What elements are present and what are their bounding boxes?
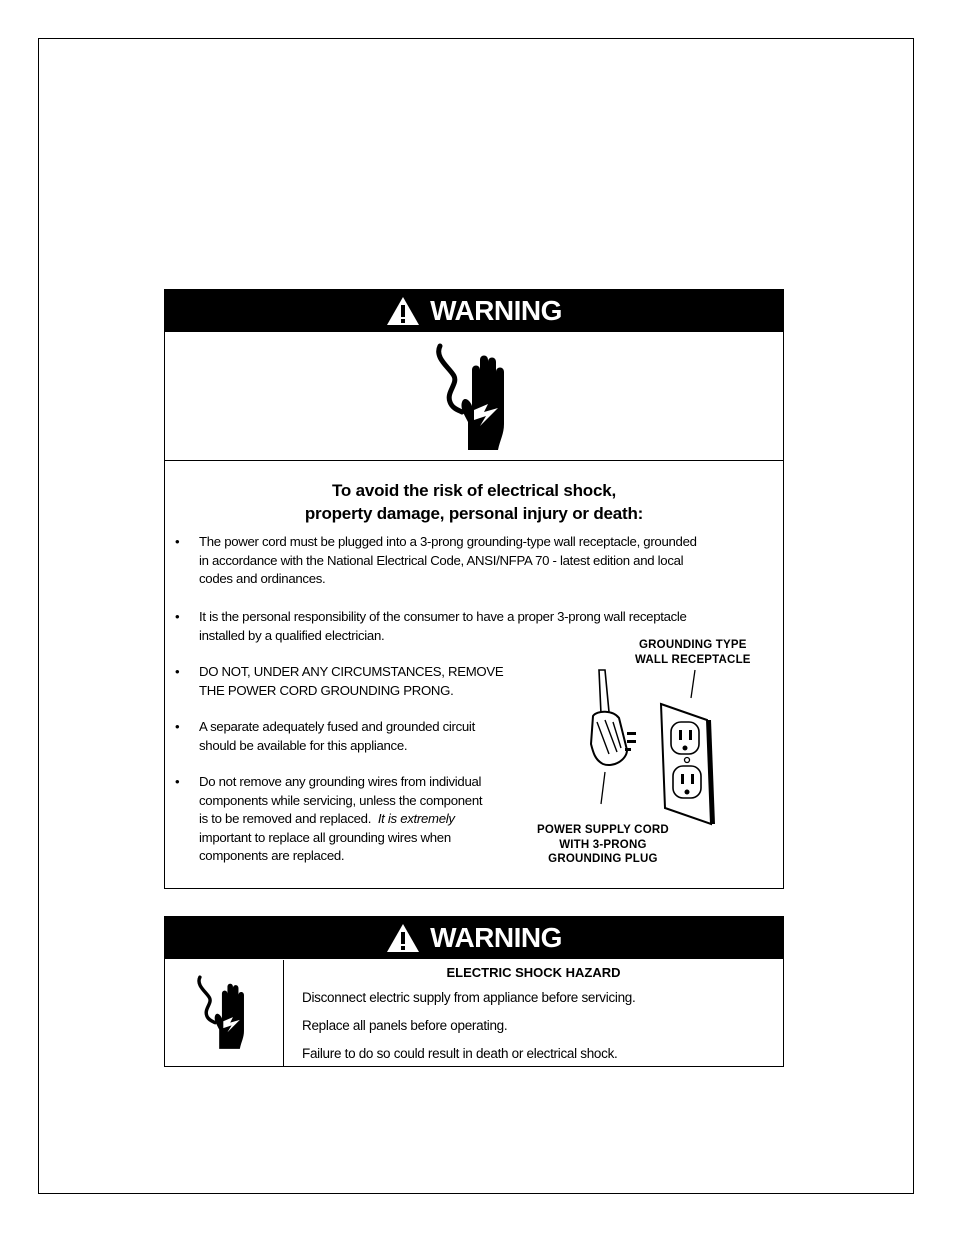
electric-shock-hand-icon	[430, 342, 520, 454]
warning-header	[165, 917, 783, 959]
label-line: POWER SUPPLY CORD	[537, 824, 669, 836]
warning-title: WARNING	[430, 295, 562, 326]
receptacle-label	[635, 638, 751, 667]
headline-line-1: To avoid the risk of electrical shock,	[331, 481, 616, 500]
hazard-row	[165, 960, 783, 1066]
label-line: WITH 3-PRONG	[559, 838, 647, 851]
bullet-dot: •	[175, 719, 180, 734]
label-line: WALL RECEPTACLE	[635, 653, 751, 666]
headline-line-2: property damage, personal injury or death:	[304, 504, 644, 523]
bullet-line: Do not remove any grounding wires from individual	[199, 774, 482, 789]
warning-title: WARNING	[430, 922, 562, 953]
hazard-line-failure: Failure to do so could result in death or electrical shock.	[302, 1046, 618, 1061]
bullet-text: is to be removed and replaced.	[199, 811, 372, 826]
bullet-line: important to replace all grounding wires when	[199, 829, 451, 845]
bullet-line: codes and ordinances.	[199, 571, 326, 586]
bullet-line: THE POWER CORD GROUNDING PRONG.	[199, 682, 454, 698]
bullet-power-cord	[175, 533, 697, 589]
bullet-line: components are replaced.	[199, 848, 345, 863]
shock-icon-row	[165, 332, 783, 461]
hazard-icon-cell	[165, 960, 284, 1066]
warning-triangle-icon	[386, 923, 420, 953]
electric-shock-hand-icon	[193, 970, 255, 1056]
hazard-text-cell	[284, 960, 783, 1066]
bullet-dot: •	[175, 664, 180, 679]
warning-box-grounding	[164, 289, 784, 889]
bullet-line	[199, 810, 482, 829]
bullet-line: components while servicing, unless the component	[199, 792, 483, 808]
warning-header	[165, 290, 783, 332]
bullet-line: installed by a qualified electrician.	[199, 627, 385, 643]
bullet-line: The power cord must be plugged into a 3-prong grounding-type wall receptacle, grounded	[199, 534, 697, 549]
bullet-dot: •	[175, 534, 180, 549]
warning-box-shock-hazard	[164, 916, 784, 1067]
bullet-dot: •	[175, 774, 180, 789]
bullet-line: A separate adequately fused and grounded circuit	[199, 719, 475, 734]
cord-label	[537, 823, 669, 867]
bullet-grounding-wires	[175, 773, 483, 866]
bullet-line: DO NOT, UNDER ANY CIRCUMSTANCES, REMOVE	[199, 664, 504, 679]
hazard-line-replace-panels: Replace all panels before operating.	[302, 1018, 508, 1033]
warning-headline	[165, 479, 783, 525]
bullet-consumer-responsibility	[175, 608, 687, 645]
bullet-do-not-remove-prong	[175, 663, 504, 700]
label-line: GROUNDING TYPE	[639, 639, 747, 651]
warning-triangle-icon	[386, 296, 420, 326]
hazard-line-disconnect: Disconnect electric supply from appliance before servicing.	[302, 990, 636, 1005]
bullet-separate-circuit	[175, 718, 475, 755]
grounding-plug-receptacle-illustration	[575, 668, 725, 828]
label-line: GROUNDING PLUG	[548, 853, 658, 865]
bullet-line: It is the personal responsibility of the consumer to have a proper 3-prong wall receptacle	[199, 609, 687, 624]
bullet-line: in accordance with the National Electrical Code, ANSI/NFPA 70 - latest edition and local	[199, 552, 684, 568]
hazard-title: ELECTRIC SHOCK HAZARD	[446, 965, 621, 980]
bullet-dot: •	[175, 609, 180, 624]
bullet-line: should be available for this appliance.	[199, 737, 408, 753]
bullet-italic-text: It is extremely	[377, 811, 455, 826]
